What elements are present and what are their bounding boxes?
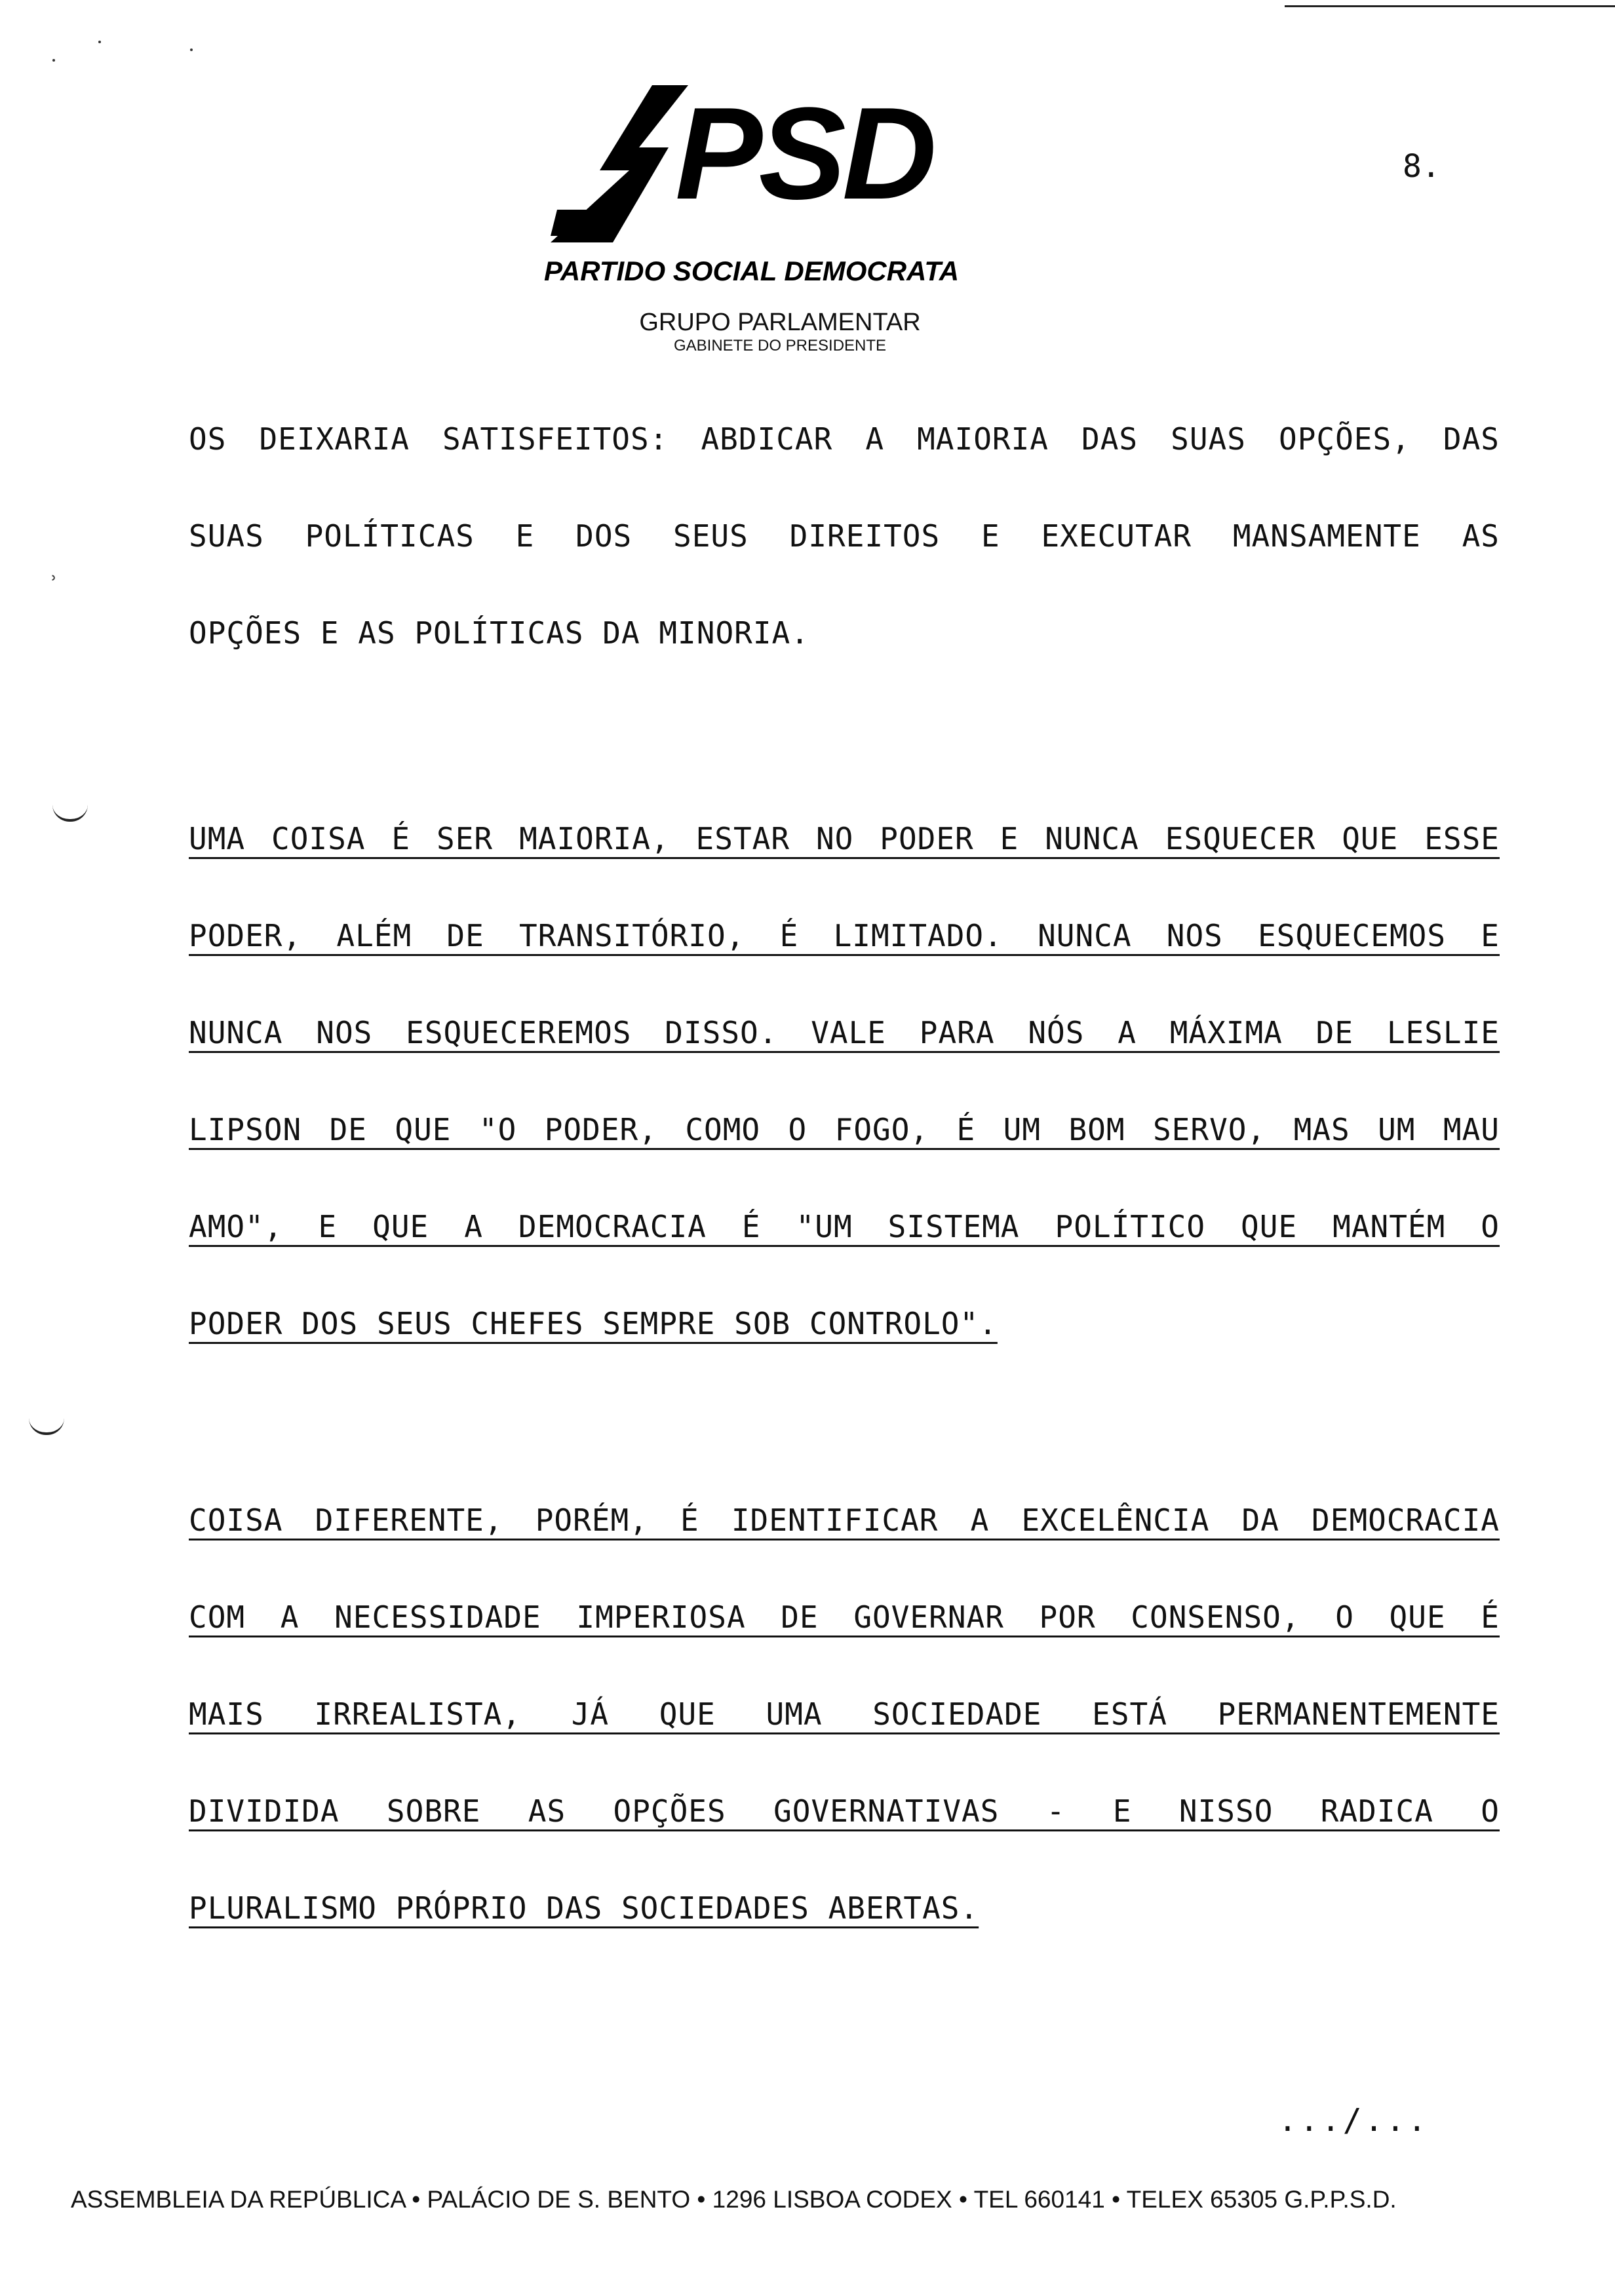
scan-speck xyxy=(98,41,101,43)
text-line: NUNCA NOS ESQUECEREMOS DISSO. VALE PARA NÓS A MÁXIMA DE LESLIE xyxy=(189,1015,1500,1050)
text-line: COM A NECESSIDADE IMPERIOSA DE GOVERNAR POR CONSENSO, O QUE É xyxy=(189,1599,1500,1635)
continuation-marker: .../... xyxy=(1278,2102,1430,2139)
text-line: OS DEIXARIA SATISFEITOS: ABDICAR A MAIORIA DAS SUAS OPÇÕES, DAS xyxy=(189,421,1500,457)
scan-speck xyxy=(52,59,55,62)
paragraph-2 xyxy=(189,819,1500,1401)
margin-check-mark xyxy=(52,805,88,822)
scan-edge-line xyxy=(1285,5,1615,7)
text-line: MAIS IRREALISTA, JÁ QUE UMA SOCIEDADE ESTÁ PERMANENTEMENTE xyxy=(189,1696,1500,1732)
text-line: OPÇÕES E AS POLÍTICAS DA MINORIA. xyxy=(189,615,809,651)
footer-address: ASSEMBLEIA DA REPÚBLICA • PALÁCIO DE S. BENTO • 1296 LISBOA CODEX • TEL 660141 • TELEX 65305 G.P.P.S.D. xyxy=(71,2186,1397,2213)
text-line: UMA COISA É SER MAIORIA, ESTAR NO PODER E NUNCA ESQUECER QUE ESSE xyxy=(189,821,1500,856)
text-line: LIPSON DE QUE "O PODER, COMO O FOGO, É UM BOM SERVO, MAS UM MAU xyxy=(189,1112,1500,1147)
parliamentary-group: GRUPO PARLAMENTAR xyxy=(639,309,921,336)
text-line: PODER, ALÉM DE TRANSITÓRIO, É LIMITADO. NUNCA NOS ESQUECEMOS E xyxy=(189,918,1500,953)
logo-wordmark: PSD xyxy=(675,81,933,227)
text-line: AMO", E QUE A DEMOCRACIA É "UM SISTEMA POLÍTICO QUE MANTÉM O xyxy=(189,1209,1500,1244)
margin-check-mark xyxy=(29,1418,64,1435)
party-name: PARTIDO SOCIAL DEMOCRATA xyxy=(544,256,960,286)
paragraph-3 xyxy=(189,1501,1500,1985)
text-line: PLURALISMO PRÓPRIO DAS SOCIEDADES ABERTAS. xyxy=(189,1890,979,1926)
office-name: GABINETE DO PRESIDENTE xyxy=(673,337,887,354)
text-line: PODER DOS SEUS CHEFES SEMPRE SOB CONTROLO". xyxy=(189,1306,998,1341)
text-line: DIVIDIDA SOBRE AS OPÇÕES GOVERNATIVAS - E NISSO RADICA O xyxy=(189,1793,1500,1829)
paragraph-1 xyxy=(189,419,1500,710)
page-number: 8. xyxy=(1403,148,1441,185)
text-line: SUAS POLÍTICAS E DOS SEUS DIREITOS E EXECUTAR MANSAMENTE AS xyxy=(189,518,1500,554)
scan-speck xyxy=(190,48,193,51)
margin-tick-mark: ʾ xyxy=(47,571,60,596)
psd-logo xyxy=(537,79,1009,295)
text-line: COISA DIFERENTE, PORÉM, É IDENTIFICAR A EXCELÊNCIA DA DEMOCRACIA xyxy=(189,1502,1500,1538)
